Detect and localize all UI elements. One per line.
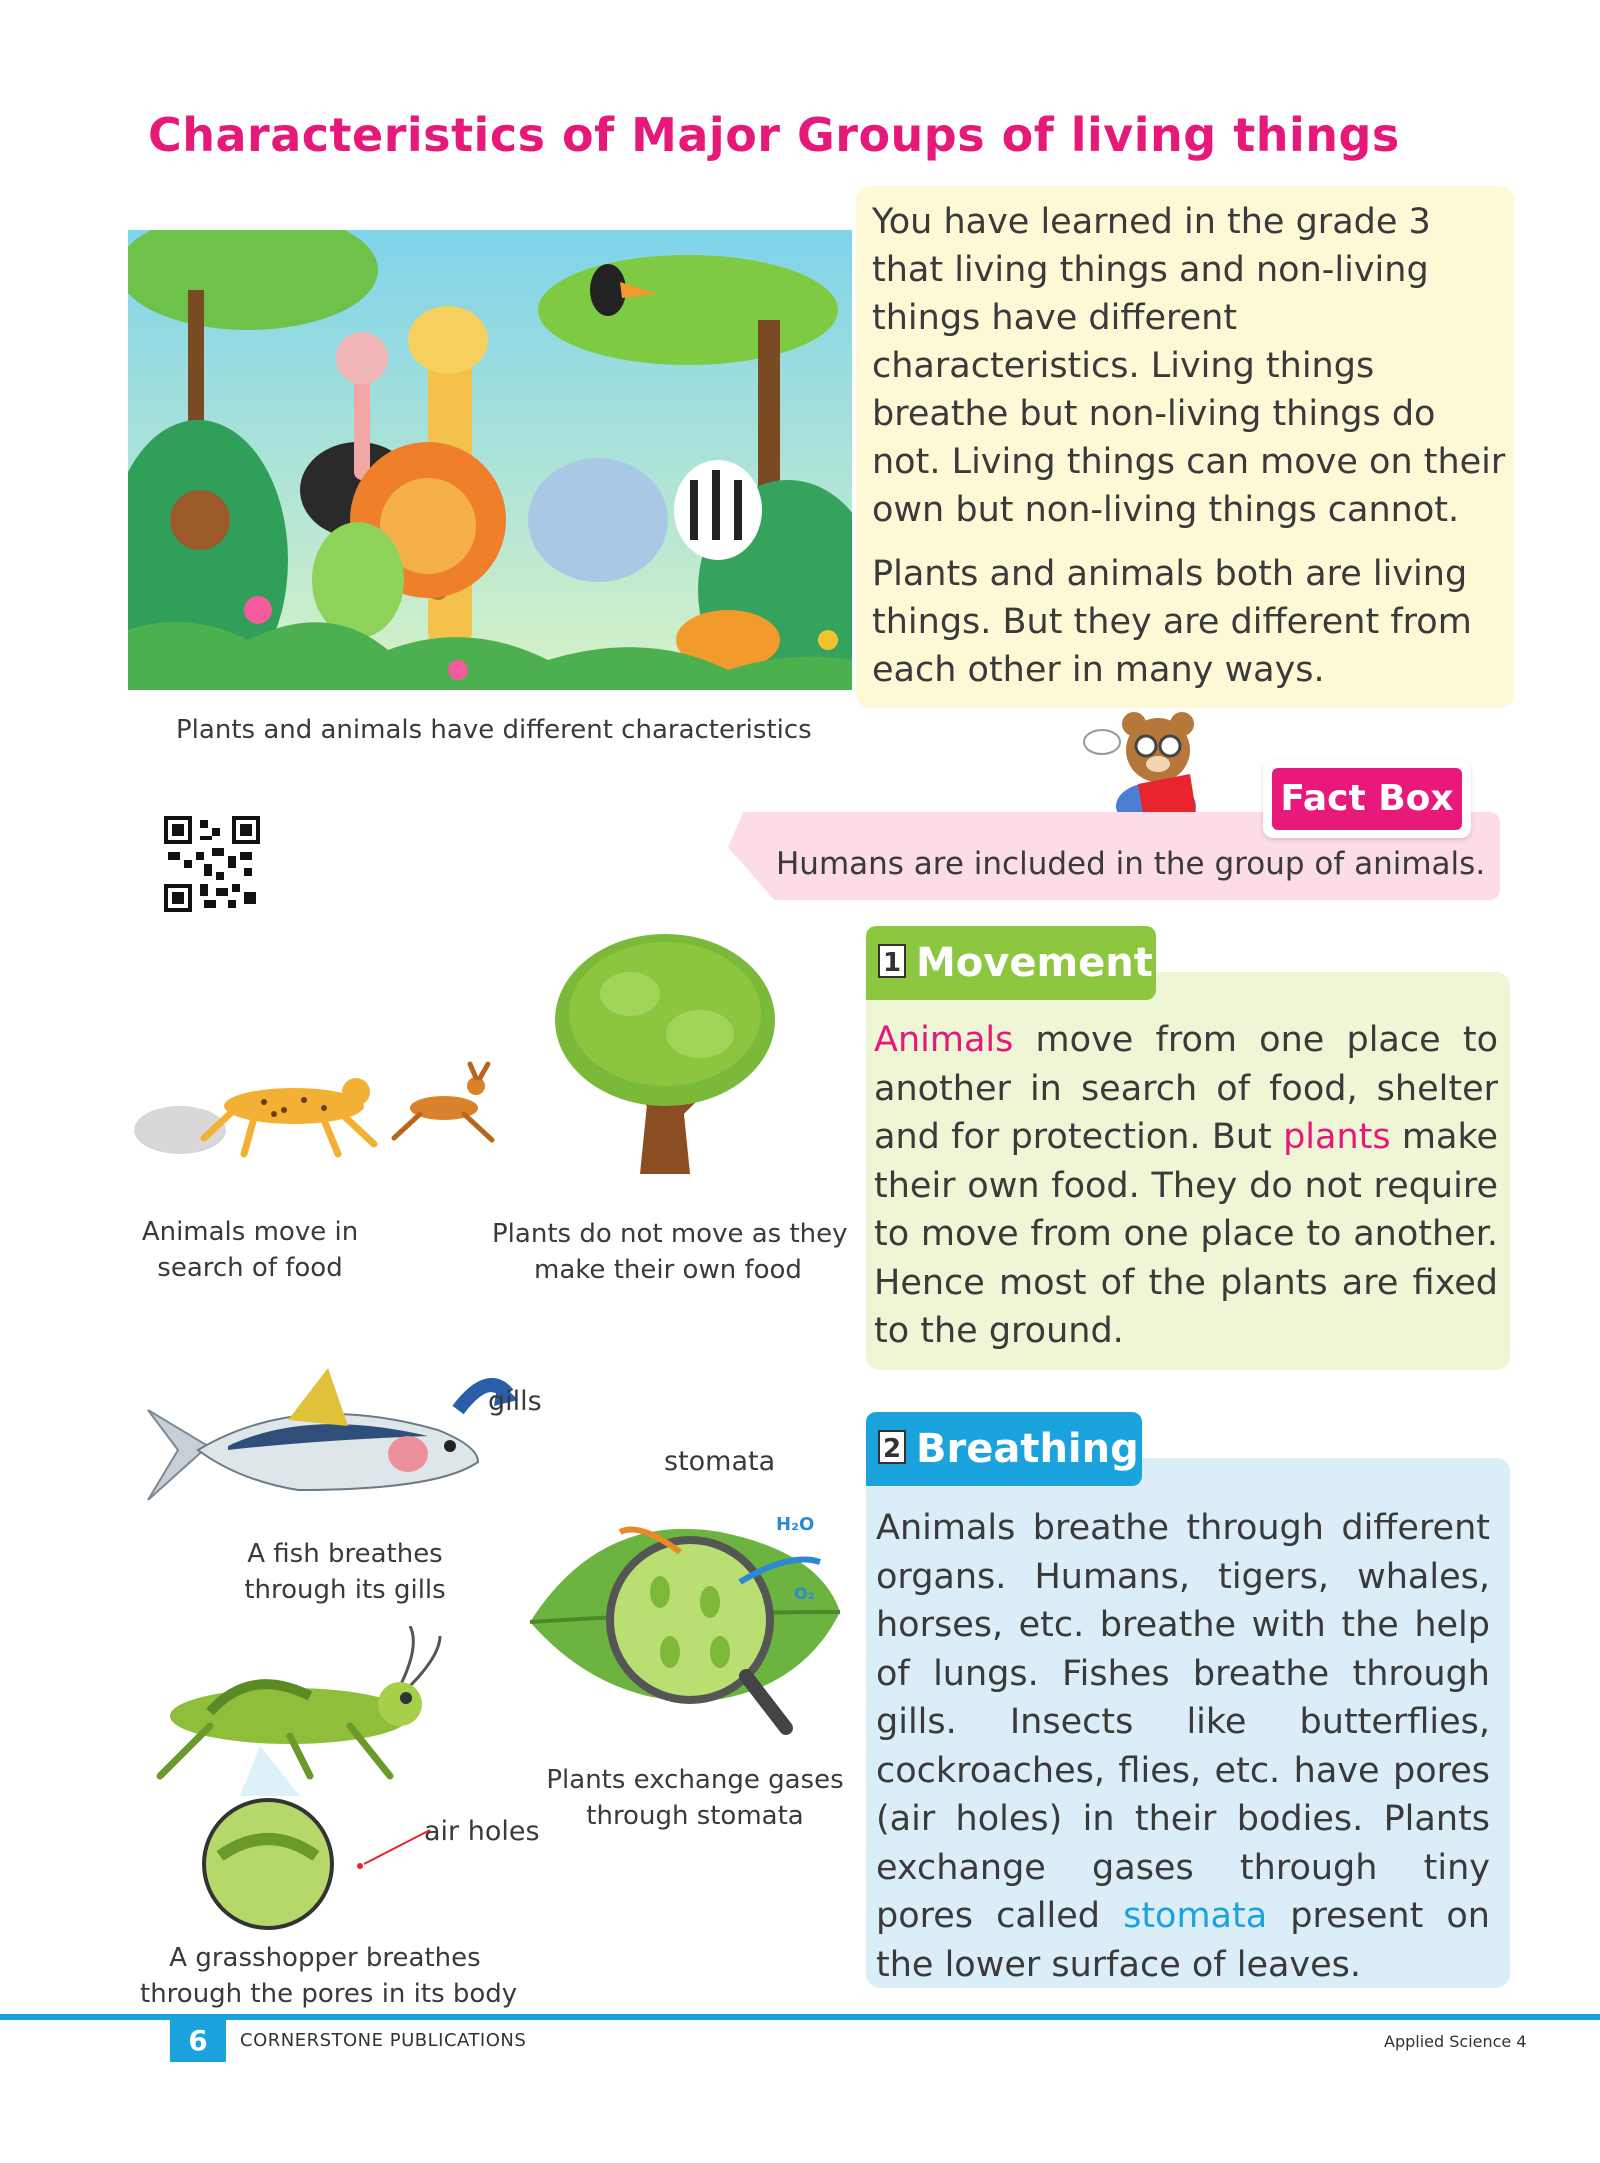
grasshopper-illustration — [150, 1626, 450, 1936]
cheetah-deer-illustration — [124, 1058, 504, 1178]
grasshopper-caption: A grasshopper breathes through the pores in its body — [140, 1943, 518, 2009]
page-number: 6 — [170, 2020, 226, 2062]
intro-text — [872, 198, 1512, 710]
movement-number: 1 — [878, 944, 906, 978]
tree-illustration — [540, 924, 790, 1186]
movement-text: Animals move from one place to another in search of food, shelter and for protection. But plants make their own food. They do not require to move from one place to another. Hence most of the plants are fixed to the ground. — [874, 1020, 1498, 1351]
o2-label: O₂ — [794, 1584, 815, 1603]
jungle-illustration — [128, 230, 852, 690]
breathing-text: Animals breathe through different organs. Humans, tigers, whales, horses, etc. breathe with the help of lungs. Fishes breathe through gills. Insects like butterflies, cockroaches, flies, etc. have pores (air holes) in their bodies. Plants exchange gases through tiny pores called stomata present on the lower surface of leaves. — [876, 1508, 1490, 1985]
fish-illustration — [138, 1350, 518, 1526]
fish-caption: A fish breathes through its gills — [244, 1539, 446, 1605]
jungle-caption: Plants and animals have different characteristics — [176, 715, 812, 745]
breathing-heading: 2 Breathing — [866, 1412, 1142, 1486]
stomata-label: stomata — [664, 1446, 776, 1477]
intro-paragraph-1: You have learned in the grade 3 that living things and non-living things have different characteristics. Living things breathe but non-living things do not. Living things can move on their own but non-living things cannot. — [872, 202, 1506, 530]
book-title: Applied Science 4 — [1384, 2032, 1527, 2051]
animals-move-caption: Animals move in search of food — [141, 1217, 359, 1283]
h2o-label: H₂O — [776, 1514, 815, 1535]
fact-box-tag — [1263, 760, 1471, 838]
fact-box-label: Fact Box — [1272, 768, 1462, 830]
breathing-number: 2 — [878, 1430, 906, 1464]
plants-move-caption: Plants do not move as they make their own food — [492, 1219, 848, 1285]
intro-paragraph-2: Plants and animals both are living things. But they are different from each other in many ways. — [872, 554, 1472, 690]
page-title: Characteristics of Major Groups of living things — [148, 108, 1400, 162]
leaf-caption: Plants exchange gases through stomata — [546, 1765, 844, 1831]
fact-box-text: Humans are included in the group of animals. — [776, 846, 1486, 882]
footer-line — [0, 2014, 1600, 2020]
air-holes-label: air holes — [424, 1816, 540, 1847]
publisher-name: CORNERSTONE PUBLICATIONS — [240, 2030, 527, 2051]
qr-code-icon[interactable] — [164, 816, 260, 912]
gills-label: gills — [488, 1386, 542, 1417]
movement-heading: 1 Movement — [866, 926, 1156, 1000]
